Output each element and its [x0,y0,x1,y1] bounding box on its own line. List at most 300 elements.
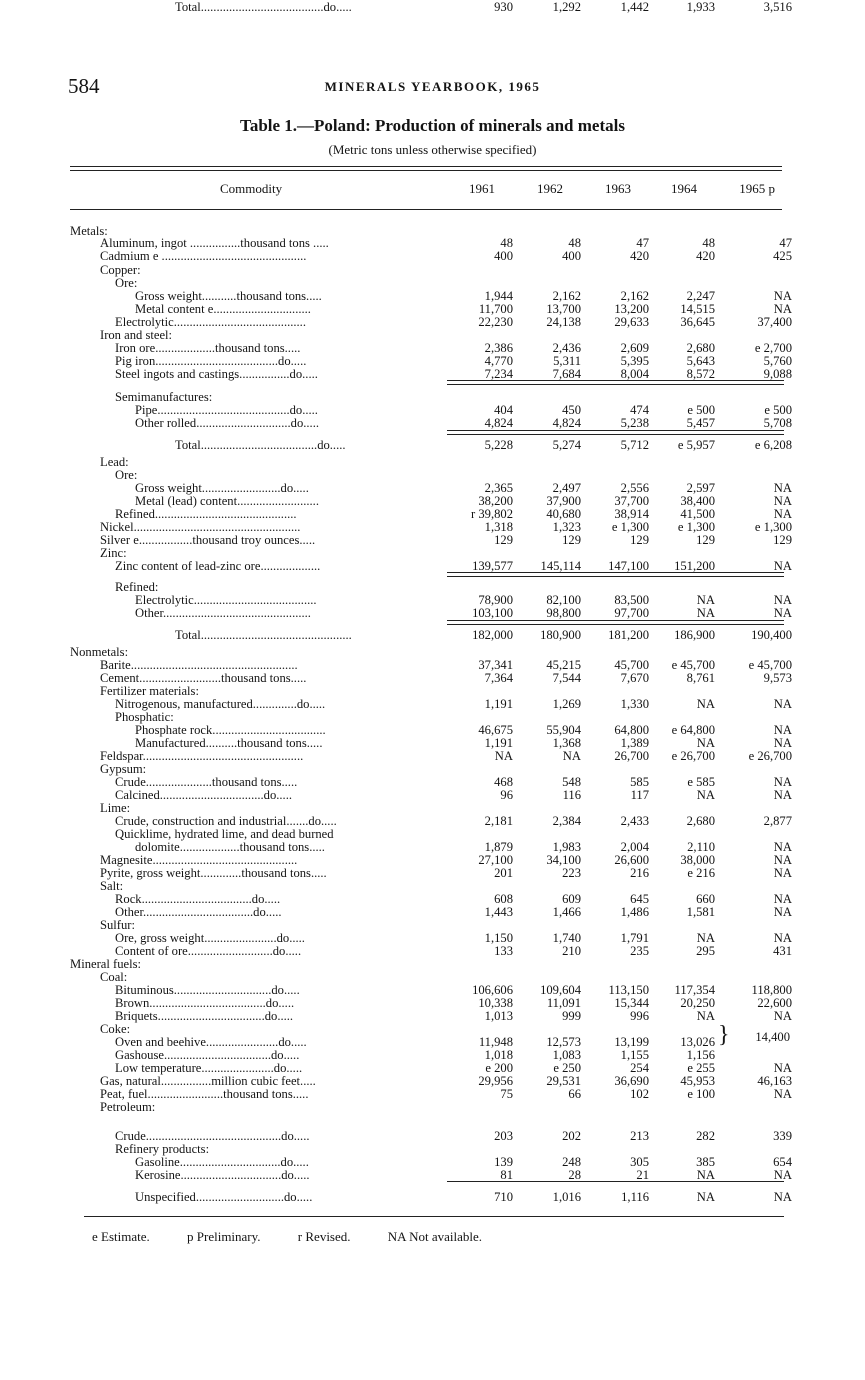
table-row [0,996,865,1010]
table-row [0,341,865,355]
row-value-1962: 999 [562,1009,581,1023]
row-label: Ore: [115,468,138,482]
footnotes [92,1229,516,1245]
row-value-1965: NA [773,905,792,919]
row-value-1962: 2,162 [552,289,581,303]
row-value-1963: 97,700 [614,606,649,620]
row-value-1963: 1,116 [621,1190,649,1204]
row-value-1964: 20,250 [680,996,715,1010]
footnote-na: NA Not available. [387,1229,482,1244]
row-label: Gashouse..................................do..... [115,1048,300,1062]
table-row [0,983,865,997]
row-value-1961: 78,900 [478,593,513,607]
row-value-1964: NA [696,697,715,711]
row-label: Metals: [70,224,108,238]
table-subtitle: (Metric tons unless otherwise specified) [328,142,537,157]
table-row [0,827,865,841]
row-value-1963: 1,791 [620,931,649,945]
table-row [0,970,865,984]
row-value-1965: 37,400 [757,315,792,329]
row-value-1964: 45,953 [680,1074,715,1088]
row-value-1961: 2,386 [484,341,513,355]
row-value-1965: 431 [773,944,792,958]
row-value-1961: 1,191 [484,736,513,750]
table-row [0,289,865,303]
row-value-1965: NA [773,481,792,495]
row-value-1962: 98,800 [546,606,581,620]
table-row [0,710,865,724]
row-value-1962: 1,466 [552,905,581,919]
row-value-1965: 129 [773,533,792,547]
row-label: Crude.....................thousand tons..... [115,775,298,789]
row-value-1963: 645 [630,892,649,906]
row-value-1965: NA [773,866,792,880]
table-row [0,879,865,893]
row-value-1964: 129 [696,533,715,547]
row-value-1965: NA [773,559,792,573]
row-value-1961: 710 [494,1190,513,1204]
row-label: Metal (lead) content.......................... [135,494,319,508]
row-value-1963: 8,004 [620,367,649,381]
row-label: Oven and beehive.......................do..... [115,1035,307,1049]
table-row [0,468,865,482]
row-value-1961: 106,606 [472,983,513,997]
row-value-1965: NA [773,853,792,867]
row-value-1964: NA [696,736,715,750]
row-value-1964: e 216 [687,866,715,880]
row-value-1964: NA [696,1168,715,1182]
row-value-1961: 404 [494,403,513,417]
row-value-1964: e 1,300 [677,520,715,534]
row-label: Total................................................ [175,628,352,642]
row-value-1965: NA [773,494,792,508]
row-value-1961: 22,230 [478,315,513,329]
row-value-1964: NA [696,788,715,802]
table-row [0,814,865,828]
row-value-1964: NA [696,606,715,620]
row-value-1962: 1,740 [552,931,581,945]
row-value-1963: 26,600 [614,853,649,867]
row-value-1962: 34,100 [546,853,581,867]
footnote-revised: r Revised. [297,1229,351,1244]
row-value-1963: 5,712 [620,438,649,452]
row-value-1963: 21 [636,1168,649,1182]
row-label: Zinc: [100,546,127,560]
row-value-1962: 12,573 [546,1035,581,1049]
section-double-rule [447,430,784,435]
row-value-1964: 117,354 [674,983,715,997]
row-value-1962: 1,269 [552,697,581,711]
row-value-1961: 1,944 [484,289,513,303]
footnote-preliminary: p Preliminary. [187,1229,261,1244]
row-value-1962: 1,292 [552,0,581,14]
row-value-1961: 75 [500,1087,513,1101]
table-row [0,580,865,594]
row-value-1962: 28 [568,1168,581,1182]
row-value-1963: 117 [630,788,649,802]
row-value-1962: 248 [562,1155,581,1169]
table-row [0,801,865,815]
row-value-1964: 38,000 [680,853,715,867]
row-label: Unspecified............................do..... [135,1190,313,1204]
row-value-1964: 38,400 [680,494,715,508]
row-value-1965: NA [773,606,792,620]
column-header-1965: 1965 p [739,181,775,196]
row-value-1962: 210 [562,944,581,958]
row-value-1964: 151,200 [674,559,715,573]
footnote-estimate: e Estimate. [92,1229,150,1244]
table-row [0,455,865,469]
column-header-commodity: Commodity [220,181,283,196]
row-value-1962: 29,531 [546,1074,581,1088]
row-value-1965: NA [773,302,792,316]
row-label: Aluminum, ingot ................thousand tons ..... [100,236,329,250]
table-row [0,723,865,737]
table-row [0,1142,865,1156]
row-value-1965: NA [773,697,792,711]
row-value-1961: 1,879 [484,840,513,854]
row-value-1963: 996 [630,1009,649,1023]
row-value-1962: 13,700 [546,302,581,316]
table-row [0,1061,865,1075]
row-value-1963: 216 [630,866,649,880]
row-label: Other...................................do..... [115,905,282,919]
row-value-1963: 47 [636,236,649,250]
row-value-1961: 7,364 [484,671,513,685]
table-row [0,749,865,763]
row-label: Brown.....................................do..... [115,996,295,1010]
table-row [0,1168,865,1182]
row-value-1961: e 200 [485,1061,513,1075]
page-number: 584 [68,74,100,98]
row-label: Rock...................................do..... [115,892,281,906]
row-value-1962: 4,824 [552,416,581,430]
table-row [0,559,865,573]
table-row [0,931,865,945]
table-row [0,354,865,368]
row-value-1961: 37,341 [478,658,513,672]
row-value-1962: 223 [562,866,581,880]
column-header-1961: 1961 [469,181,495,196]
row-value-1963: 5,395 [620,354,649,368]
row-value-1962: 48 [568,236,581,250]
row-value-1961: 29,956 [478,1074,513,1088]
row-label: Gross weight...........thousand tons..... [135,289,322,303]
row-value-1964: 36,645 [680,315,715,329]
row-value-1965: 22,600 [757,996,792,1010]
row-value-1964: e 500 [687,403,715,417]
row-label: Zinc content of lead-zinc ore................... [115,559,321,573]
table-row [0,645,865,659]
row-value-1962: 1,323 [552,520,581,534]
row-value-1963: 37,700 [614,494,649,508]
row-value-1964: 8,572 [686,367,715,381]
row-value-1962: 180,900 [540,628,581,642]
row-label: Peat, fuel........................thousand tons..... [100,1087,309,1101]
row-value-1963: 64,800 [614,723,649,737]
row-value-1963: 36,690 [614,1074,649,1088]
row-label: Ore, gross weight.......................do..... [115,931,305,945]
row-value-1962: 7,684 [552,367,581,381]
table-row [0,905,865,919]
row-label: Lead: [100,455,129,469]
row-label: Feldspar................................................... [100,749,304,763]
row-label: Nickel..................................................... [100,520,301,534]
row-value-1964: 420 [696,249,715,263]
row-label: Petroleum: [100,1100,156,1114]
table-row [0,1048,865,1062]
row-label: Bituminous...............................do..... [115,983,300,997]
table-row [0,520,865,534]
row-value-1962: 11,091 [546,996,581,1010]
row-value-1964: 14,515 [680,302,715,316]
row-value-1961: NA [494,749,513,763]
row-value-1965: NA [773,736,792,750]
row-value-1965: 9,573 [763,671,792,685]
row-value-1961: 81 [500,1168,513,1182]
total-rule [447,1181,784,1182]
row-value-1965: NA [773,507,792,521]
row-value-1961: 139 [494,1155,513,1169]
row-value-1961: 608 [494,892,513,906]
row-label: Low temperature.......................do..... [115,1061,303,1075]
row-value-1963: 26,700 [614,749,649,763]
row-value-1965: NA [773,1009,792,1023]
column-header-1964: 1964 [671,181,697,196]
row-value-1965: NA [773,1087,792,1101]
table-row [0,328,865,342]
row-value-1965: NA [773,593,792,607]
table-row [0,684,865,698]
row-value-1963: 1,389 [620,736,649,750]
row-value-1963: 1,330 [620,697,649,711]
row-value-1963: 15,344 [614,996,649,1010]
row-label: Manufactured..........thousand tons..... [135,736,323,750]
row-value-1964: 660 [696,892,715,906]
row-value-1964: e 100 [687,1087,715,1101]
table-row [0,736,865,750]
row-value-1965: e 6,208 [754,438,792,452]
row-value-1964: 1,933 [686,0,715,14]
row-value-1964: NA [696,1190,715,1204]
row-value-1961: 10,338 [478,996,513,1010]
table-row [0,390,865,404]
row-value-1961: 1,443 [484,905,513,919]
column-header-1963: 1963 [605,181,631,196]
row-label: Total.....................................do..... [175,438,346,452]
row-value-1964: NA [696,931,715,945]
row-value-1964: 1,581 [686,905,715,919]
table-row [0,788,865,802]
row-value-1963: 235 [630,944,649,958]
row-value-1962: e 250 [553,1061,581,1075]
row-value-1965: 5,760 [763,354,792,368]
row-value-1962: 548 [562,775,581,789]
table-row [0,533,865,547]
row-value-1962: 40,680 [546,507,581,521]
row-value-1961: 201 [494,866,513,880]
row-value-1962: 450 [562,403,581,417]
section-double-rule [447,620,784,625]
row-value-1961: 1,318 [484,520,513,534]
row-value-1962: 2,497 [552,481,581,495]
row-label: Nitrogenous, manufactured..............do..... [115,697,326,711]
row-value-1963: 13,200 [614,302,649,316]
row-value-1962: 202 [562,1129,581,1143]
row-label: Cement..........................thousand tons..... [100,671,307,685]
table-row [0,403,865,417]
table-row [0,1155,865,1169]
row-value-1963: 83,500 [614,593,649,607]
row-value-1963: 7,670 [620,671,649,685]
row-value-1963: 129 [630,533,649,547]
row-value-1961: 96 [500,788,513,802]
table-row [0,1129,865,1143]
row-value-1962: 55,904 [546,723,581,737]
row-value-1963: 2,162 [620,289,649,303]
row-label: dolomite...................thousand tons..... [135,840,325,854]
row-label: Metal content e............................... [135,302,311,316]
row-value-1963: 420 [630,249,649,263]
table-row [0,1087,865,1101]
row-value-1965: 9,088 [763,367,792,381]
row-value-1963: 1,486 [620,905,649,919]
row-value-1962: 400 [562,249,581,263]
table-row [0,866,865,880]
row-value-1963: 474 [630,403,649,417]
table-row [0,494,865,508]
row-value-1964: e 45,700 [671,658,715,672]
row-value-1961: 48 [500,236,513,250]
row-label: Crude...........................................do..... [115,1129,310,1143]
table-row [0,367,865,381]
row-value-1964: 5,643 [686,354,715,368]
row-label: Silver e.................thousand troy ounces..... [100,533,316,547]
row-value-1961: 38,200 [478,494,513,508]
table-row [0,276,865,290]
row-value-1964: e 64,800 [671,723,715,737]
row-label: Iron ore...................thousand tons..... [115,341,301,355]
row-value-1965: e 1,300 [754,520,792,534]
row-label: Coal: [100,970,128,984]
table-row [0,0,865,14]
row-value-1965: 654 [773,1155,792,1169]
row-value-1961: 1,150 [484,931,513,945]
row-value-1963: 2,433 [620,814,649,828]
row-label: Magnesite.............................................. [100,853,298,867]
table-row [0,1190,865,1204]
row-label: Calcined.................................do..... [115,788,292,802]
row-label: Gross weight.........................do..... [135,481,309,495]
row-value-1965: 190,400 [751,628,792,642]
row-value-1964: 295 [696,944,715,958]
row-label: Content of ore...........................do..... [115,944,302,958]
row-label: Other............................................... [135,606,311,620]
row-label: Sulfur: [100,918,135,932]
row-value-1965: e 45,700 [748,658,792,672]
row-label: Fertilizer materials: [100,684,199,698]
table-row [0,775,865,789]
row-value-1964: e 26,700 [671,749,715,763]
row-label: Pipe..........................................do..... [135,403,318,417]
row-label: Iron and steel: [100,328,173,342]
row-value-1965: e 26,700 [748,749,792,763]
coke-combined-value: 14,400 [755,1030,790,1044]
row-value-1962: 82,100 [546,593,581,607]
row-value-1964: 5,457 [686,416,715,430]
table-row [0,606,865,620]
table-row [0,1074,865,1088]
row-value-1963: e 1,300 [611,520,649,534]
row-value-1965: e 500 [764,403,792,417]
row-label: Steel ingots and castings................do..... [115,367,318,381]
row-value-1965: NA [773,892,792,906]
row-label: Salt: [100,879,124,893]
row-value-1961: 11,700 [478,302,513,316]
row-value-1961: 5,228 [484,438,513,452]
row-value-1961: 930 [494,0,513,14]
row-value-1965: 118,800 [751,983,792,997]
row-value-1961: 1,013 [484,1009,513,1023]
row-value-1963: 2,609 [620,341,649,355]
table-row [0,507,865,521]
row-value-1962: 1,016 [552,1190,581,1204]
row-label: Pig iron.......................................do..... [115,354,307,368]
row-value-1964: e 255 [687,1061,715,1075]
row-label: Cadmium e .............................................. [100,249,307,263]
row-value-1963: 305 [630,1155,649,1169]
row-value-1962: 2,436 [552,341,581,355]
row-label: Total.......................................do..... [175,0,352,14]
row-value-1964: 2,680 [686,814,715,828]
row-label: Electrolytic....................................... [135,593,317,607]
table-row [0,697,865,711]
table-row [0,918,865,932]
row-label: Semimanufactures: [115,390,213,404]
table-row [0,658,865,672]
table-row [0,944,865,958]
row-value-1962: 7,544 [552,671,581,685]
table-row [0,315,865,329]
table-row [0,249,865,263]
row-value-1962: 24,138 [546,315,581,329]
running-head: MINERALS YEARBOOK, 1965 [324,79,541,94]
row-value-1964: 8,761 [686,671,715,685]
row-label: Refined: [115,580,159,594]
row-label: Briquets..................................do..... [115,1009,294,1023]
row-value-1961: 468 [494,775,513,789]
row-value-1965: NA [773,775,792,789]
row-value-1963: 1,442 [620,0,649,14]
row-value-1962: NA [562,749,581,763]
row-value-1962: 1,983 [552,840,581,854]
row-label: Refinery products: [115,1142,210,1156]
row-value-1961: 203 [494,1129,513,1143]
row-value-1961: 11,948 [478,1035,513,1049]
row-value-1962: 609 [562,892,581,906]
row-value-1962: 116 [562,788,581,802]
row-value-1962: 45,215 [546,658,581,672]
row-value-1962: 5,274 [552,438,581,452]
row-value-1961: 129 [494,533,513,547]
row-value-1964: NA [696,593,715,607]
row-value-1961: 1,191 [484,697,513,711]
row-value-1965: NA [773,788,792,802]
row-label: Nonmetals: [70,645,129,659]
coke-brace: } [718,1022,730,1048]
row-value-1962: 5,311 [553,354,581,368]
row-value-1965: NA [773,1061,792,1075]
